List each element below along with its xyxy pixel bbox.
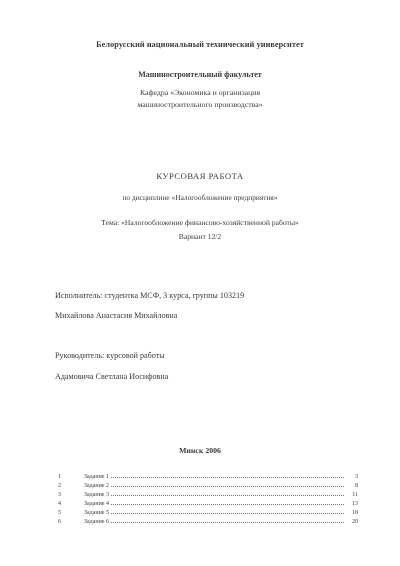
- toc-item-label: Задание 3: [84, 492, 109, 498]
- faculty-name: Машиностроительный факультет: [138, 70, 262, 79]
- toc-item-label: Задание 5: [84, 510, 109, 516]
- toc-item-label: Задание 1: [84, 474, 109, 480]
- supervisor-label: Руководитель: курсовой работы: [55, 351, 165, 360]
- table-of-contents: [58, 474, 358, 528]
- department-line-1: Кафедра «Экономика и организация: [139, 88, 261, 97]
- performer-label: Исполнитель: студентка МСФ, 3 курса, группы 103219: [55, 291, 245, 300]
- toc-item-number: 2: [58, 483, 61, 489]
- toc-item-number: 1: [58, 474, 61, 480]
- toc-item-number: 4: [58, 501, 61, 507]
- toc-item-number: 6: [58, 519, 61, 525]
- city-year: Минск 2006: [179, 446, 221, 455]
- toc-item-label: Задание 2: [84, 483, 109, 489]
- toc-item-number: 3: [58, 492, 61, 498]
- toc-leader-dots: [111, 522, 344, 523]
- toc-item: [58, 519, 358, 528]
- toc-item: [58, 483, 358, 492]
- supervisor-name: Адамовича Светлана Иосифовна: [55, 372, 169, 381]
- university-name: Белорусский национальный технический университет: [96, 40, 304, 49]
- variant-line: Вариант 12/2: [178, 232, 222, 241]
- toc-item-page: 3: [355, 474, 358, 480]
- toc-leader-dots: [111, 513, 344, 514]
- toc-item: [58, 501, 358, 510]
- document-title: КУРСОВАЯ РАБОТА: [156, 171, 244, 181]
- toc-item-page: 18: [352, 510, 358, 516]
- toc-item-number: 5: [58, 510, 61, 516]
- toc-item-page: 20: [352, 519, 358, 525]
- toc-item: [58, 474, 358, 483]
- toc-item: [58, 510, 358, 519]
- toc-leader-dots: [111, 504, 344, 505]
- department-line-2: машиностроительного производства»: [137, 100, 263, 109]
- toc-item-page: 13: [352, 501, 358, 507]
- toc-item-label: Задание 6: [84, 519, 109, 525]
- discipline-line: по дисциплине «Налогообложение предприятия»: [122, 193, 278, 202]
- toc-item-label: Задание 4: [84, 501, 109, 507]
- topic-line: Тема: «Налогообложение финансово-хозяйственной работы»: [101, 218, 299, 227]
- toc-leader-dots: [111, 477, 344, 478]
- toc-leader-dots: [111, 486, 344, 487]
- toc-leader-dots: [111, 495, 344, 496]
- toc-item: [58, 492, 358, 501]
- toc-item-page: 11: [352, 492, 358, 498]
- performer-name: Михайлова Анастасия Михайловна: [55, 311, 178, 320]
- toc-item-page: 8: [355, 483, 358, 489]
